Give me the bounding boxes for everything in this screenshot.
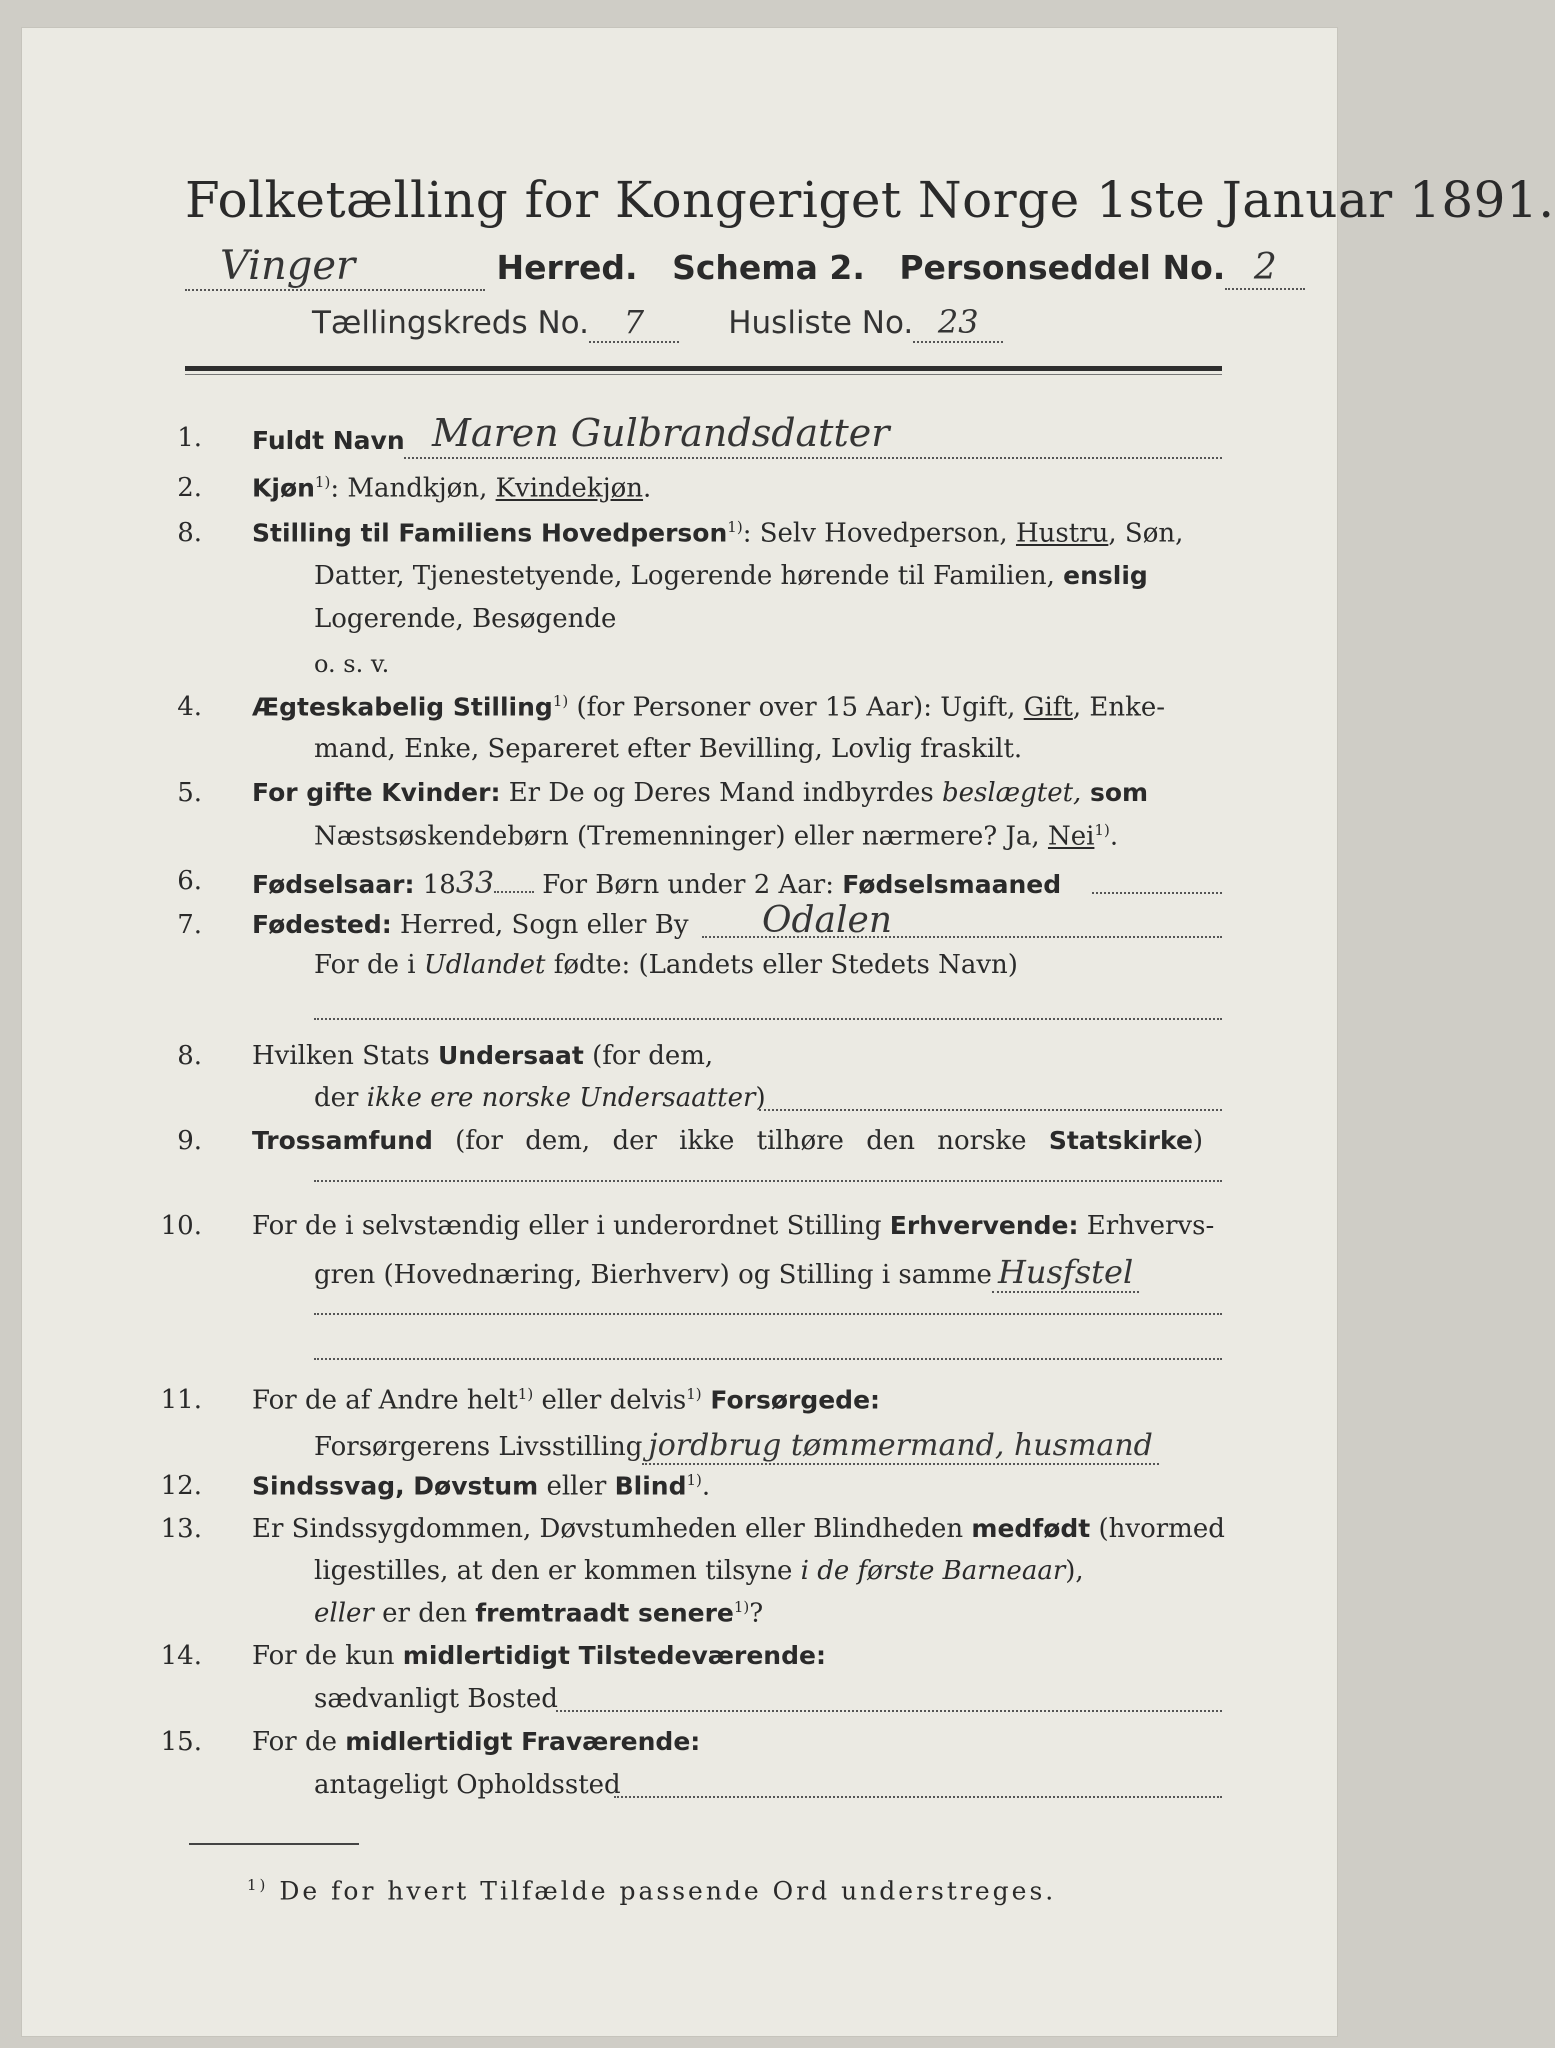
question-text: Fødested: Herred, Sogn eller By [252,910,689,940]
question-text: For de midlertidigt Fraværende: [252,1727,701,1757]
kreds-value: 7 [589,303,679,343]
personseddel-label: Personseddel No. [899,248,1226,287]
question-number: 2. [177,473,202,503]
answer-line [614,1796,1222,1798]
question-11-line-2: Forsørgerens Livsstilling jordbrug tømmermand, husmand [314,1428,1159,1465]
question-13-line-2: ligestilles, at den er kommen tilsyne i de første Barneaar), [314,1556,1084,1586]
answer-line [314,1313,1222,1315]
answer-line [314,1180,1222,1182]
question-text: Stilling til Familiens Hovedperson$^{1)}$: Selv Hovedperson, Hustru, Søn, [252,518,1184,549]
question-text: Hvilken Stats Undersaat (for dem, [252,1041,714,1071]
kreds-label: Tællingskreds No. [312,305,589,341]
question-number: 8. [177,518,202,548]
footnote-rule [189,1843,359,1845]
question-text: For gifte Kvinder: Er De og Deres Mand indbyrdes beslægtet, som [252,778,1149,808]
husliste-value: 23 [913,303,1003,343]
answer-line [314,1018,1222,1020]
answer-line [556,1710,1222,1712]
answer-line [702,936,1222,938]
question-number: 5. [177,778,202,808]
personseddel-value: 2 [1225,247,1305,290]
question-7-line-2: For de i Udlandet fødte: (Landets eller Stedets Navn) [314,950,1018,980]
question-number: 4. [177,692,202,722]
question-number: 1. [177,423,202,453]
answer-line [404,457,1222,459]
question-text: For de af Andre helt$^{1)}$ eller delvis$^{1)}$ Forsørgede: [252,1385,881,1416]
question-number: 12. [160,1471,202,1501]
question-5-line-2: Næstsøskendebørn (Tremenninger) eller nærmere? Ja, Nei$^{1)}$. [314,821,1119,852]
husliste-label: Husliste No. [728,305,914,341]
question-text: Trossamfund (for dem, der ikke tilhøre den norske Statskirke) [252,1126,1204,1156]
question-number: 11. [160,1385,202,1415]
question-text: For de kun midlertidigt Tilstedeværende: [252,1641,826,1671]
question-3-line-2: Datter, Tjenestetyende, Logerende hørende til Familien, enslig [314,561,1148,591]
full-name-value: Maren Gulbrandsdatter [432,411,890,455]
question-3-line-3: Logerende, Besøgende [314,604,617,634]
question-3-line-4: o. s. v. [314,650,390,678]
answer-line [1092,892,1222,894]
question-10-line-2: gren (Hovednæring, Bierhverv) og Stilling i samme Husfstel [314,1253,1139,1293]
census-form-page [22,28,1555,2036]
question-text: Kjøn$^{1)}$: Mandkjøn, Kvindekjøn. [252,473,652,504]
question-text: For de i selvstændig eller i underordnet Stilling Erhvervende: Erhvervs- [252,1211,1215,1241]
header-rule [185,366,1222,371]
question-14-line-2: sædvanligt Bosted [314,1684,1222,1714]
header-rule-thin [185,374,1222,375]
question-text: Fødselsaar: 1833 For Børn under 2 Aar: Fødselsmaaned [252,866,1062,901]
question-number: 13. [160,1514,202,1544]
birth-year-value: 33 [455,866,495,901]
question-label: Fuldt Navn [252,426,405,455]
question-number: 14. [160,1641,202,1671]
schema-label: Schema 2. [672,248,865,287]
form-subheader-line [312,303,1112,343]
provider-occupation-value: jordbrug tømmermand, husmand [642,1428,1158,1465]
herred-label: Herred. [496,248,638,287]
birthplace-value: Odalen [762,900,893,941]
question-number: 8. [177,1041,202,1071]
question-number: 15. [160,1727,202,1757]
question-8-line-2: der ikke ere norske Undersaatter) [314,1083,1222,1113]
question-text: Sindssvag, Døvstum eller Blind$^{1)}$. [252,1471,711,1502]
occupation-value: Husfstel [992,1253,1139,1293]
answer-line [314,1358,1222,1360]
question-text: Ægteskabelig Stilling$^{1)}$ (for Personer over 15 Aar): Ugift, Gift, Enke- [252,692,1166,723]
question-4-line-2: mand, Enke, Separeret efter Bevilling, Lovlig fraskilt. [314,734,1023,764]
footnote: $^{1)}$ De for hvert Tilfælde passende Ord understreges. [247,1876,1057,1906]
question-number: 7. [177,910,202,940]
question-13-line-3: eller er den fremtraadt senere$^{1)}$? [314,1598,764,1629]
form-title: Folketælling for Kongeriget Norge 1ste Januar 1891. [185,171,1555,229]
answer-line [759,1109,1222,1111]
question-text: Er Sindssygdommen, Døvstumheden eller Blindheden medfødt (hvormed [252,1514,1225,1544]
question-number: 9. [177,1126,202,1156]
herred-value: Vinger [185,243,485,291]
question-number: 6. [177,866,202,896]
form-header-line [185,243,1277,291]
question-number: 10. [160,1211,202,1241]
question-15-line-2: antageligt Opholdssted [314,1770,1222,1800]
